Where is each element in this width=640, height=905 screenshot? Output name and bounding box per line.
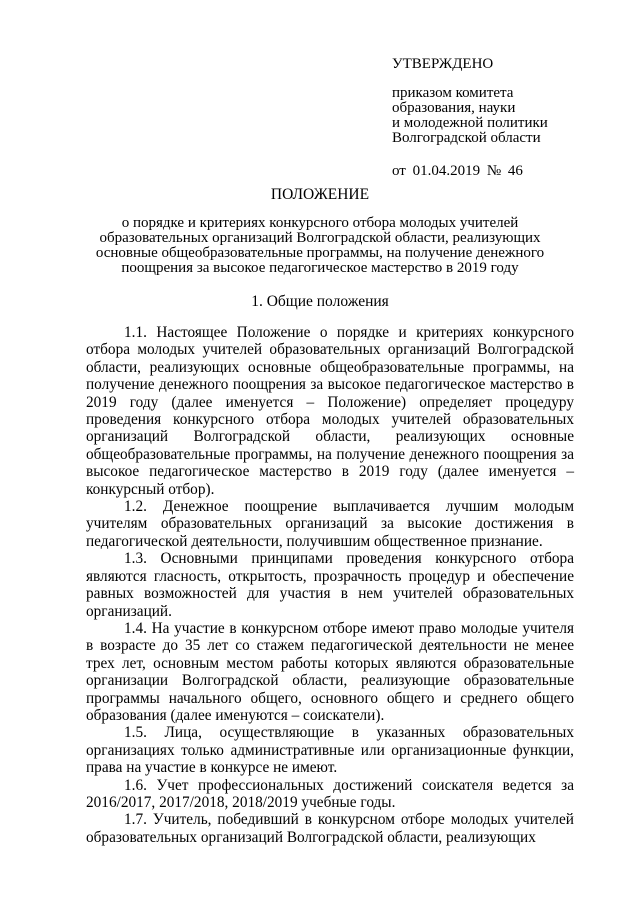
paragraph-1-5: 1.5. Лица, осуществляющие в указанных образовательных организациях только административные или организационные функции, права на участие в конкурсе не имеют. <box>86 724 574 777</box>
paragraph-1-6: 1.6. Учет профессиональных достижений соискателя ведется за 2016/2017, 2017/2018, 2018/2019 учебные годы. <box>86 776 574 811</box>
subtitle-line: поощрения за высокое педагогическое мастерство в 2019 году <box>121 260 519 276</box>
paragraph-1-7: 1.7. Учитель, победивший в конкурсном отборе молодых учителей образовательных организаций Волгоградской области, реализующих <box>86 811 574 846</box>
paragraph-1-2: 1.2. Денежное поощрение выплачивается лучшим молодым учителям образовательных организаций за высокие достижения в педагогической деятельности, получившим общественное признание. <box>86 498 574 550</box>
approval-order-line: и молодежной политики <box>392 115 548 131</box>
approval-order-line: образования, науки <box>392 100 516 116</box>
approval-stamp-heading: УТВЕРЖДЕНО <box>392 56 494 72</box>
subtitle-line: образовательных организаций Волгоградской области, реализующих <box>99 230 541 246</box>
document-body <box>86 324 574 846</box>
document-subtitle <box>70 216 570 276</box>
subtitle-line: основные общеобразовательные программы, на получение денежного <box>95 245 545 261</box>
paragraph-1-1: 1.1. Настоящее Положение о порядке и критериях конкурсного отбора молодых учителей образовательных организаций Волгоградской области, реализующих основные общеобразовательные программы, на получение денежного поощрения за высокое педагогическое мастерство в 2019 году (далее именуется – Положение) определяет процедуру проведения конкурсного отбора молодых учителей образовательных организаций Волгоградской области, реализующих основные общеобразовательные программы, на получение денежного поощрения за высокое педагогическое мастерство в 2019 году (далее именуется – конкурсный отбор). <box>86 324 574 498</box>
document-title: ПОЛОЖЕНИЕ <box>270 186 370 203</box>
section-heading: 1. Общие положения <box>251 293 389 310</box>
approval-order-text <box>392 86 612 146</box>
approval-order-date: от 01.04.2019 № 46 <box>392 163 523 179</box>
paragraph-1-3: 1.3. Основными принципами проведения конкурсного отбора являются гласность, открытость, прозрачность процедур и обеспечение равных возможностей для участия в нем учителей образовательных организаций. <box>86 550 574 620</box>
paragraph-1-4: 1.4. На участие в конкурсном отборе имеют право молодые учителя в возрасте до 35 лет со стажем педагогической деятельности не менее трех лет, основным местом работы которых являются образовательные организации Волгоградской области, реализующие образовательные программы начального общего, основного общего и среднего общего образования (далее именуются – соискатели). <box>86 619 574 724</box>
approval-order-line: Волгоградской области <box>392 130 541 146</box>
approval-block <box>392 57 612 179</box>
subtitle-line: о порядке и критериях конкурсного отбора молодых учителей <box>121 215 519 231</box>
approval-order-line: приказом комитета <box>392 85 514 101</box>
